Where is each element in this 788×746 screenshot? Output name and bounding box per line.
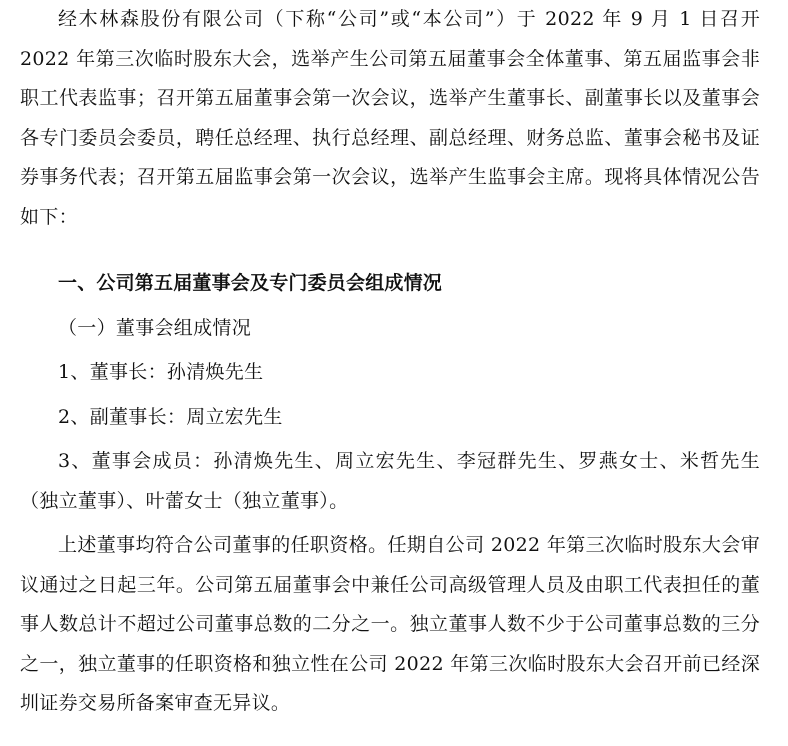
summary-paragraph: 上述董事均符合公司董事的任职资格。任期自公司 2022 年第三次临时股东大会审议通过之日起三年。公司第五届董事会中兼任公司高级管理人员及由职工代表担任的董事人数总计不超过公司董事总数的二分之一。独立董事人数不少于公司董事总数的三分之一，独立董事的任职资格和独立性在公司 2022 年第三次临时股东大会召开前已经深圳证券交易所备案审查无异议。 [20, 534, 760, 714]
section-heading: 一、公司第五届董事会及专门委员会组成情况 [58, 272, 443, 294]
intro-paragraph: 经木林森股份有限公司（下称“公司”或“本公司”）于 2022 年 9 月 1 日召开 2022 年第三次临时股东大会，选举产生公司第五届董事会全体董事、第五届监事会非职工代表监事；召开第五届董事会第一次会议，选举产生董事长、副董事长以及董事会各专门委员会委员，聘任总经理、执行总经理、副总经理、财务总监、董事会秘书及证券事务代表；召开第五届监事会第一次会议，选举产生监事会主席。现将具体情况公告如下： [20, 8, 760, 228]
list-item-vice-chairman: 2、副董事长：周立宏先生 [58, 405, 283, 428]
subsection-heading: （一）董事会组成情况 [58, 316, 252, 339]
list-item-board-members: 3、董事会成员：孙清焕先生、周立宏先生、李冠群先生、罗燕女士、米哲先生（独立董事）、叶蕾女士（独立董事）。 [20, 450, 760, 512]
list-item-chairman: 1、董事长：孙清焕先生 [58, 361, 264, 383]
document-body [20, 0, 760, 724]
